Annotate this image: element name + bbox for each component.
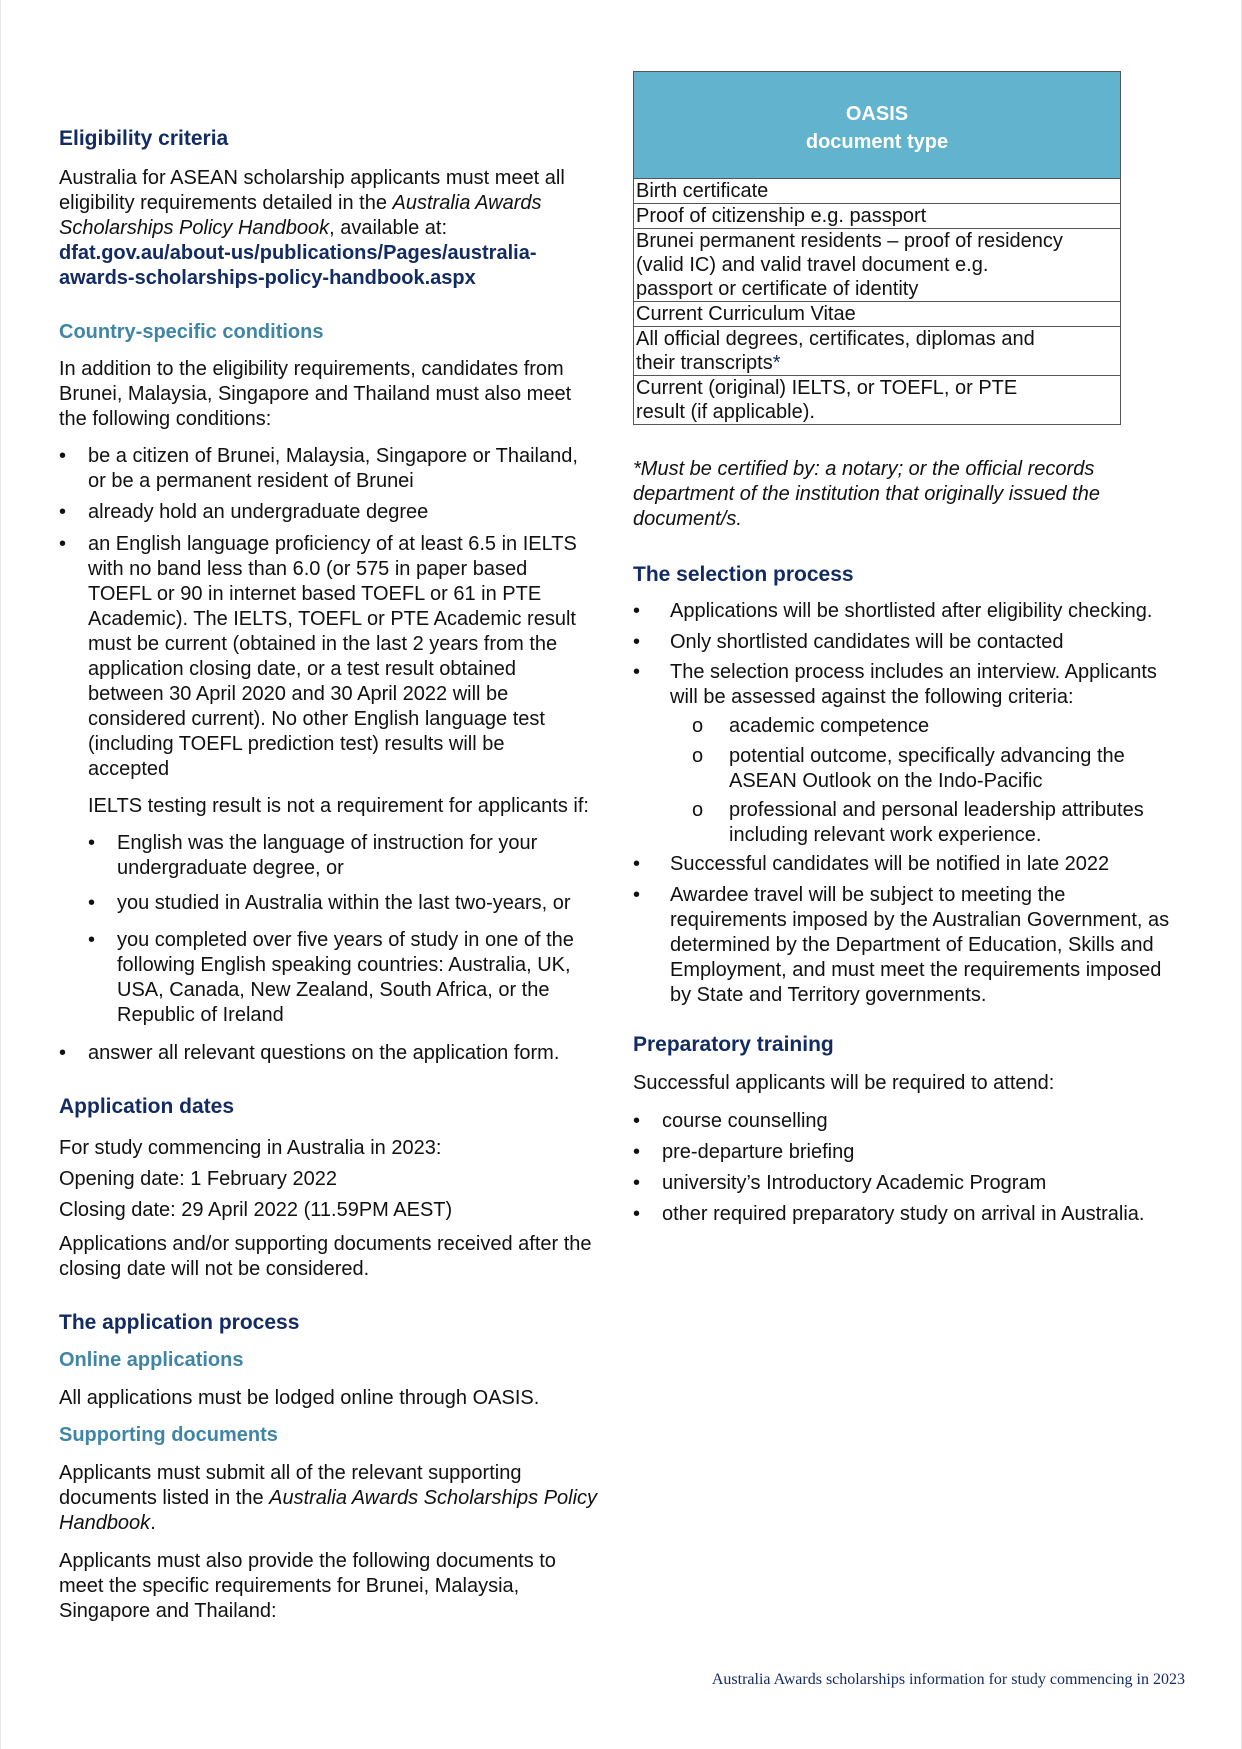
table-header: OASIS document type <box>634 72 1120 179</box>
table-row: Current (original) IELTS, or TOEFL, or PTE result (if applicable). <box>636 377 1018 423</box>
eligibility-intro-line: Australia for ASEAN scholarship applicants must meet all <box>59 167 565 189</box>
handbook-title: Scholarships Policy Handbook <box>59 217 330 239</box>
handbook-title: Handbook <box>59 1512 151 1534</box>
eligibility-heading: Eligibility criteria <box>59 127 229 150</box>
online-applications-text: All applications must be lodged online through OASIS. <box>59 1387 540 1409</box>
online-applications-heading: Online applications <box>59 1349 244 1371</box>
handbook-link[interactable]: dfat.gov.au/about-us/publications/Pages/australia- awards-scholarships-policy-handbook.aspx <box>59 242 537 289</box>
bullet-icon: • <box>633 661 641 683</box>
bullet-icon: • <box>59 501 67 523</box>
bullet-icon: • <box>59 445 67 467</box>
eligibility-intro-line: eligibility requirements detailed in the Australia Awards <box>59 192 542 214</box>
bullet-icon: • <box>88 892 96 914</box>
additional-documents-text: Applicants must also provide the following documents to meet the specific requirements for Brunei, Malaysia, Singapore and Thailand: <box>59 1550 556 1622</box>
table-row: Current Curriculum Vitae <box>634 302 1120 327</box>
bullet-icon: • <box>88 832 96 854</box>
preparatory-training-heading: Preparatory training <box>633 1033 834 1056</box>
handbook-title: Australia Awards <box>392 192 542 214</box>
supporting-documents-text: Applicants must submit all of the relevant supporting documents listed in the Australia Awards Scholarships Policy Handbook. <box>59 1462 598 1534</box>
bullet-icon: • <box>633 1110 641 1132</box>
document-page: Eligibility criteria Australia for ASEAN scholarship applicants must meet all eligibility requirements detailed in the Australia Awards Scholarships Policy Handbook, available at: dfat.gov.au/about-us/publications/Pages/australia- awards-scholarships-policy-handbook.aspx Country-specific conditions In addition to the eligibility requirements, candidates from Brunei, Malaysia, Singapore and Thailand must also meet the following conditions: • be a citizen of Brunei, Malaysia, Singapore or Thailand, or be a permanent resident of Brunei • already hold an undergraduate degree • an English language proficiency of at least 6.5 in IELTS with no band less than 6.0 (or 575 in paper based TOEFL or 90 in internet based TOEFL or 61 in PTE Academic). The IELTS, TOEFL or PTE Academic result must be current (obtained in the last 2 years from the application closing date, or a test result obtained between 30 April 2020 and 30 April 2022 will be considered current). No other English language test (including TOEFL prediction test) results will be accepted IELTS testing result is not a requirement for applicants if: • English was the language of instruction for your undergraduate degree, or • you studied in Australia within the last two-years, or • you completed over five years of study in one of the following English speaking countries: Australia, UK, USA, Canada, New Zealand, South Africa, or the Republic of Ireland • answer all relevant questions on the application form. Application dates For study commencing in Australia in 2023: Opening date: 1 February 2022 Closing date: 29 April 2022 (11.59PM AEST) Applications and/or supporting documents received after the closing date will not be considered. The application process Online applications All applications must be lodged online through OASIS. Supporting documents Applicants must submit all of the relevant supporting documents listed in the Australia Awards Scholarships Policy Handbook. Applicants must also provide the following documents to meet the specific requirements for Brunei, Malaysia, Singapore and Thailand: OASIS document type Birth certificate Proof of citizenship e.g. passport Brunei permanent residents – proof of residency (valid IC) and valid travel document e.g. passport or certificate of identity Current Curriculum Vitae All official degrees, certificates, diplomas and their transcripts* Current (original) IELTS, or TOEFL, or PTE result (if applicable). *Must be certified by: a notary; or the official records department of the institution that originally issued the document/s. The selection process • Applications will be shortlisted after eligibility checking. • Only shortlisted candidates will be contacted • The selection process includes an interview. Applicants will be assessed against the following criteria: o academic competence o potential outcome, specifically advancing the ASEAN Outlook on the Indo-Pacific o professional and personal leadership attributes including relevant work experience. • Successful candidates will be notified in late 2022 • Awardee travel will be subject to meeting the requirements imposed by the Australian Government, as determined by the Department of Education, Skills and Employment, and must meet the requirements imposed by State and Territory governments. Preparatory training Successful applicants will be required to attend: • course counselling • pre-departure briefing • university’s Introductory Academic Program • other required preparatory study on arrival in Australia. Australia Awards scholarships information for study commencing in 2023 <box>0 0 1242 1749</box>
supporting-documents-heading: Supporting documents <box>59 1424 278 1446</box>
eligibility-intro <box>59 166 565 291</box>
table-row: Brunei permanent residents – proof of residency (valid IC) and valid travel document e.g. passport or certificate of identity <box>634 229 1120 302</box>
circle-bullet-icon: o <box>692 715 704 737</box>
country-conditions-heading: Country-specific conditions <box>59 321 324 343</box>
table-row: Proof of citizenship e.g. passport <box>634 204 1120 229</box>
eligibility-intro-line: Scholarships Policy Handbook, available at: <box>59 217 448 239</box>
certification-note: *Must be certified by: a notary; or the official records department of the institution that originally issued the document/s. <box>633 458 1100 530</box>
selection-process-heading: The selection process <box>633 563 854 586</box>
bullet-icon: • <box>633 884 641 906</box>
bullet-icon: • <box>633 853 641 875</box>
bullet-icon: • <box>633 631 641 653</box>
table-row: All official degrees, certificates, diplomas and their transcripts* <box>634 327 1120 376</box>
ielts-exemption-note: IELTS testing result is not a requirement for applicants if: <box>88 795 589 817</box>
bullet-icon: • <box>59 533 67 555</box>
table-row: Birth certificate <box>634 179 1120 204</box>
bullet-icon: • <box>633 1172 641 1194</box>
handbook-title: Australia Awards Scholarships Policy <box>269 1487 598 1509</box>
application-process-heading: The application process <box>59 1311 300 1334</box>
bullet-icon: • <box>633 1203 641 1225</box>
application-dates: For study commencing in Australia in 2023: Opening date: 1 February 2022 Closing date: 29 April 2022 (11.59PM AEST) <box>59 1137 453 1221</box>
country-intro: In addition to the eligibility requirements, candidates from Brunei, Malaysia, Singapore and Thailand must also meet the following conditions: <box>59 358 572 430</box>
application-dates-heading: Application dates <box>59 1095 235 1118</box>
training-intro: Successful applicants will be required to attend: <box>633 1072 1055 1094</box>
bullet-icon: • <box>633 600 641 622</box>
circle-bullet-icon: o <box>692 799 704 821</box>
bullet-icon: • <box>59 1042 67 1064</box>
oasis-document-table <box>633 71 1121 425</box>
certification-asterisk: * <box>772 352 781 374</box>
circle-bullet-icon: o <box>692 745 704 767</box>
bullet-icon: • <box>633 1141 641 1163</box>
bullet-icon: • <box>88 929 96 951</box>
late-submission-note: Applications and/or supporting documents received after the closing date will not be considered. <box>59 1233 592 1280</box>
page-footer: Australia Awards scholarships information for study commencing in 2023 <box>711 1671 1185 1688</box>
